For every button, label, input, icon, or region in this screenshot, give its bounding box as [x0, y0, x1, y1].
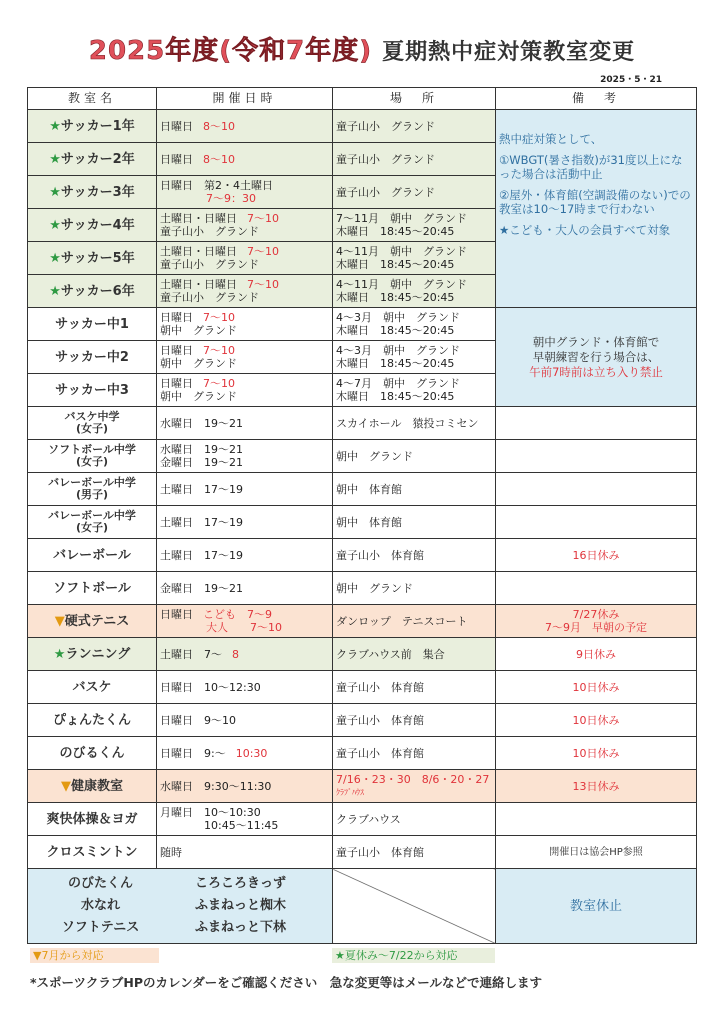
legend-summer: ★夏休み〜7/22から対応	[332, 948, 495, 963]
time-highlight: 7〜10	[203, 344, 235, 357]
early-practice-note	[496, 308, 697, 407]
time-cell	[157, 110, 333, 143]
time-highlight-2: 7〜9：30	[206, 192, 256, 205]
class-name-cell	[28, 836, 157, 869]
star-mark-icon: ★	[49, 217, 61, 233]
class-name-cell	[28, 671, 157, 704]
table-header-row	[28, 88, 697, 110]
time-line-2: 10:45〜11:45	[160, 819, 279, 832]
class-name: クロスミントン	[46, 844, 138, 860]
time-cell	[157, 671, 333, 704]
class-name-cell	[28, 638, 157, 671]
place-cell	[333, 242, 496, 275]
class-name: のびるくん	[59, 745, 125, 761]
time-highlight: こども 7〜9	[203, 608, 272, 621]
time-line	[160, 311, 329, 324]
time-line-2: 童子山小 グランド	[160, 291, 259, 304]
closed-class-left: ソフトテニス	[61, 920, 140, 935]
note-text: 16日休み	[572, 548, 620, 562]
table-row	[28, 572, 697, 605]
closed-class-left: 水なれ	[80, 898, 120, 913]
class-name-cell	[28, 506, 157, 539]
time-line-2: 朝中 グランド	[160, 357, 237, 370]
note-cell	[496, 638, 697, 671]
class-name-cell	[28, 539, 157, 572]
time-line	[160, 780, 329, 793]
heat-measures-note	[496, 110, 697, 308]
class-gender: (男子)	[75, 488, 109, 501]
place-line: 童子山小 体育館	[336, 845, 424, 859]
time-text: 土曜日・日曜日	[160, 212, 237, 225]
time-cell	[157, 275, 333, 308]
class-name: サッカー5年	[60, 250, 135, 266]
time-line	[160, 245, 329, 258]
star-mark-icon: ★	[49, 250, 61, 266]
note-text: 13日休み	[572, 779, 620, 793]
table-row	[28, 770, 697, 803]
place-cell	[333, 770, 496, 803]
time-highlight-2: 大人 7〜10	[206, 621, 282, 634]
early-note-line: 午前7時前は立ち入り禁止	[529, 364, 663, 379]
heat-note-line: ★こども・大人の会員すべて対象	[499, 223, 671, 237]
time-text: 随時	[160, 845, 182, 859]
closed-class-left: のびたくん	[67, 876, 133, 891]
class-name: サッカー3年	[60, 184, 135, 200]
table-row	[28, 440, 697, 473]
place-cell	[333, 110, 496, 143]
class-name-cell	[28, 473, 157, 506]
place-line-2: 木曜日 18:45〜20:45	[336, 390, 455, 403]
place-line: スカイホール 猿投コミセン	[336, 416, 479, 430]
diagonal-empty-cell	[333, 869, 496, 944]
time-line	[160, 120, 329, 133]
time-highlight: 8〜10	[203, 152, 235, 166]
class-name-cell	[28, 275, 157, 308]
time-line	[160, 806, 329, 819]
class-name-cell	[28, 143, 157, 176]
table-row	[28, 308, 697, 341]
place-line: 4〜3月 朝中 グランド	[336, 344, 460, 357]
time-cell	[157, 836, 333, 869]
class-name: バスケ中学	[64, 410, 120, 423]
triangle-mark-icon: ▼	[60, 778, 71, 794]
place-line: 朝中 グランド	[336, 449, 413, 463]
table-row	[28, 407, 697, 440]
class-gender: (女子)	[75, 455, 109, 468]
note-text: 10日休み	[572, 746, 620, 760]
footer-note: *スポーツクラブHPのカレンダーをご確認ください 急な変更等はメールなどで連絡します	[30, 975, 542, 990]
time-text: 土曜日・日曜日	[160, 278, 237, 291]
time-text: 日曜日	[160, 152, 193, 166]
heat-note-line: ②屋外・体育館(空調設備のない)での教室は10〜17時まで行わない	[499, 188, 691, 216]
note-text-2: 7〜9月 早朝の予定	[545, 621, 647, 634]
note-cell	[496, 539, 697, 572]
place-line: 朝中 グランド	[336, 581, 413, 595]
closed-row	[36, 917, 324, 939]
star-mark-icon: ★	[49, 184, 61, 200]
table-row	[28, 737, 697, 770]
note-text: 7/27休み	[572, 608, 620, 621]
class-name: ソフトボール中学	[48, 443, 136, 456]
class-name: サッカー中3	[55, 382, 129, 398]
place-line-2: 木曜日 18:45〜20:45	[336, 291, 455, 304]
time-cell	[157, 638, 333, 671]
time-line	[160, 417, 329, 430]
heat-note-line: ①WBGT(暑さ指数)が31度以上になった場合は活動中止	[499, 153, 683, 181]
time-line	[160, 582, 329, 595]
header-name: 教室名	[28, 88, 157, 110]
table-row	[28, 638, 697, 671]
header-place: 場 所	[333, 88, 496, 110]
place-line: 朝中 体育館	[336, 482, 402, 496]
header-time: 開催日時	[157, 88, 333, 110]
class-name-cell	[28, 242, 157, 275]
class-name-cell	[28, 704, 157, 737]
closed-class-right: ふまねっと椥木	[195, 898, 287, 913]
time-text: 土曜日 17〜19	[160, 482, 243, 496]
class-name-cell	[28, 572, 157, 605]
class-name-cell	[28, 308, 157, 341]
place-line: 7〜11月 朝中 グランド	[336, 212, 467, 225]
note-cell	[496, 506, 697, 539]
table-row	[28, 671, 697, 704]
closed-class-right: ふまねっと下林	[195, 920, 287, 935]
header-note: 備 考	[496, 88, 697, 110]
time-line	[160, 747, 329, 760]
place-line: 4〜11月 朝中 グランド	[336, 245, 467, 258]
time-text: 日曜日 第2・4土曜日	[160, 179, 273, 192]
time-cell	[157, 605, 333, 638]
issue-date: 2025・5・21	[600, 75, 662, 85]
place-cell	[333, 209, 496, 242]
time-highlight: 7〜10	[247, 278, 279, 291]
class-name-cell	[28, 803, 157, 836]
time-highlight: 7〜10	[247, 245, 279, 258]
note-cell	[496, 770, 697, 803]
place-cell	[333, 638, 496, 671]
time-line	[160, 648, 329, 661]
time-line	[160, 344, 329, 357]
time-line-2: 童子山小 グランド	[160, 258, 259, 271]
class-name: ぴょんたくん	[52, 712, 131, 728]
closed-row	[36, 895, 324, 917]
note-cell	[496, 671, 697, 704]
star-mark-icon: ★	[49, 118, 61, 134]
class-name-cell	[28, 605, 157, 638]
closed-class-right: ころころきっず	[195, 876, 287, 891]
place-cell	[333, 836, 496, 869]
time-text: 土曜日 17〜19	[160, 548, 243, 562]
class-name: 健康教室	[70, 778, 123, 794]
place-cell	[333, 308, 496, 341]
place-line: 童子山小 体育館	[336, 713, 424, 727]
place-cell	[333, 176, 496, 209]
place-cell	[333, 440, 496, 473]
star-mark-icon: ★	[49, 151, 61, 167]
note-cell	[496, 605, 697, 638]
class-name: バレーボール	[53, 547, 131, 563]
time-line	[160, 549, 329, 562]
star-mark-icon: ★	[49, 283, 61, 299]
class-gender: (女子)	[75, 521, 109, 534]
time-text: 日曜日 10〜12:30	[160, 680, 261, 694]
place-line: クラブハウス	[336, 812, 401, 826]
time-text: 水曜日 9:30〜11:30	[160, 779, 272, 793]
place-line: 4〜3月 朝中 グランド	[336, 311, 460, 324]
time-line	[160, 179, 329, 192]
class-name: サッカー6年	[60, 283, 135, 299]
time-text: 日曜日 9:〜	[160, 746, 226, 760]
time-cell	[157, 242, 333, 275]
time-highlight: 7〜10	[203, 311, 235, 324]
place-line: 4〜7月 朝中 グランド	[336, 377, 460, 390]
time-text: 日曜日	[160, 119, 193, 133]
time-text: 日曜日	[160, 377, 193, 390]
time-line	[160, 377, 329, 390]
time-cell	[157, 374, 333, 407]
note-cell	[496, 572, 697, 605]
class-name-cell	[28, 407, 157, 440]
time-line	[160, 153, 329, 166]
place-cell	[333, 671, 496, 704]
time-highlight: 10:30	[235, 746, 268, 760]
time-line	[160, 714, 329, 727]
time-text: 金曜日 19〜21	[160, 581, 243, 595]
early-note-line: 朝中グランド・体育館で	[532, 334, 660, 349]
time-cell	[157, 176, 333, 209]
schedule-table	[27, 87, 697, 944]
class-name-cell	[28, 440, 157, 473]
place-line: 4〜11月 朝中 グランド	[336, 278, 467, 291]
time-cell	[157, 704, 333, 737]
place-cell	[333, 605, 496, 638]
time-text: 土曜日 17〜19	[160, 515, 243, 529]
time-text: 日曜日	[160, 608, 193, 621]
place-line: 童子山小 体育館	[336, 680, 424, 694]
time-cell	[157, 308, 333, 341]
note-cell	[496, 737, 697, 770]
table-row	[28, 704, 697, 737]
table-row	[28, 803, 697, 836]
time-highlight: 8	[232, 647, 239, 661]
time-cell	[157, 440, 333, 473]
class-name-cell	[28, 374, 157, 407]
time-cell	[157, 737, 333, 770]
page-title	[0, 30, 724, 67]
heat-note-line: 熱中症対策として、	[499, 132, 603, 146]
place-cell	[333, 143, 496, 176]
place-line: 童子山小 体育館	[336, 746, 424, 760]
place-line: クラブハウス前 集合	[336, 647, 445, 661]
class-name-cell	[28, 209, 157, 242]
place-dates: 7/16・23・30 8/6・20・27	[336, 773, 490, 786]
place-cell	[333, 737, 496, 770]
time-cell	[157, 539, 333, 572]
note-cell	[496, 836, 697, 869]
time-line-2: 童子山小 グランド	[160, 225, 259, 238]
class-name: バスケ	[72, 679, 112, 695]
place-cell	[333, 539, 496, 572]
note-cell	[496, 704, 697, 737]
time-cell	[157, 407, 333, 440]
closed-classes-row	[28, 869, 697, 944]
place-cell	[333, 341, 496, 374]
table-row	[28, 836, 697, 869]
table-row	[28, 473, 697, 506]
class-name: 爽快体操＆ヨガ	[46, 811, 138, 827]
place-line: 童子山小 体育館	[336, 548, 424, 562]
time-text: 日曜日	[160, 344, 193, 357]
time-line	[160, 443, 329, 456]
place-line-2: 木曜日 18:45〜20:45	[336, 225, 455, 238]
time-text: 月曜日 10〜10:30	[160, 806, 261, 819]
legend-july: ▼7月から対応	[30, 948, 159, 963]
time-cell	[157, 803, 333, 836]
note-text: 開催日は協会HP参照	[549, 846, 643, 858]
place-line: 童子山小 グランド	[336, 152, 435, 166]
place-line: 童子山小 グランド	[336, 185, 435, 199]
place-cell	[333, 803, 496, 836]
note-text: 10日休み	[572, 680, 620, 694]
time-cell	[157, 506, 333, 539]
closed-note: 教室休止	[496, 869, 697, 944]
time-line	[160, 212, 329, 225]
time-line	[160, 278, 329, 291]
time-cell	[157, 770, 333, 803]
time-cell	[157, 143, 333, 176]
class-name: 硬式テニス	[64, 613, 130, 629]
closed-row	[36, 873, 324, 895]
class-name: バレーボール中学	[48, 476, 136, 489]
note-text: 10日休み	[572, 713, 620, 727]
time-line	[160, 516, 329, 529]
place-cell	[333, 506, 496, 539]
class-name-cell	[28, 110, 157, 143]
place-line-2: 木曜日 18:45〜20:45	[336, 258, 455, 271]
time-text: 土曜日・日曜日	[160, 245, 237, 258]
time-cell	[157, 341, 333, 374]
early-note-line: 早朝練習を行う場合は、	[532, 349, 660, 364]
triangle-mark-icon: ▼	[54, 613, 65, 629]
class-name: サッカー2年	[60, 151, 135, 167]
class-gender: (女子)	[75, 422, 109, 435]
place-cell	[333, 473, 496, 506]
time-text: 土曜日 7〜	[160, 647, 222, 661]
table-row	[28, 506, 697, 539]
note-text: 9日休み	[576, 647, 616, 661]
class-name: サッカー中1	[55, 316, 129, 332]
time-cell	[157, 572, 333, 605]
time-highlight: 7〜10	[203, 377, 235, 390]
class-name: サッカー4年	[60, 217, 135, 233]
place-cell	[333, 704, 496, 737]
place-cell	[333, 572, 496, 605]
note-cell	[496, 473, 697, 506]
time-cell	[157, 209, 333, 242]
time-line	[160, 846, 329, 859]
place-line: 童子山小 グランド	[336, 119, 435, 133]
class-name: サッカー1年	[60, 118, 135, 134]
place-cell	[333, 407, 496, 440]
time-highlight: 8〜10	[203, 119, 235, 133]
place-line-2: 木曜日 18:45〜20:45	[336, 324, 455, 337]
note-cell	[496, 803, 697, 836]
time-text: 日曜日 9〜10	[160, 713, 236, 727]
time-line-2: 朝中 グランド	[160, 390, 237, 403]
title-year: 2025年度(令和7年度)	[88, 36, 373, 66]
time-line	[160, 483, 329, 496]
table-row	[28, 539, 697, 572]
class-name: ソフトボール	[53, 580, 131, 596]
time-line	[160, 681, 329, 694]
time-text: 水曜日 19〜21	[160, 416, 243, 430]
place-clubhouse: ｸﾗﾌﾞﾊｳｽ	[336, 788, 364, 797]
time-line-2: 金曜日 19〜21	[160, 456, 243, 469]
time-text: 水曜日 19〜21	[160, 443, 243, 456]
class-name: バレーボール中学	[48, 509, 136, 522]
time-text: 日曜日	[160, 311, 193, 324]
place-line: ダンロップ テニスコート	[336, 614, 468, 628]
time-line	[160, 608, 329, 621]
class-name: ランニング	[65, 646, 131, 662]
time-cell	[157, 473, 333, 506]
place-cell	[333, 374, 496, 407]
place-line-2: 木曜日 18:45〜20:45	[336, 357, 455, 370]
note-cell	[496, 440, 697, 473]
table-row	[28, 605, 697, 638]
time-line-2: 朝中 グランド	[160, 324, 237, 337]
class-name-cell	[28, 341, 157, 374]
class-name-cell	[28, 176, 157, 209]
place-line: 朝中 体育館	[336, 515, 402, 529]
table-row	[28, 110, 697, 143]
star-mark-icon: ★	[53, 646, 66, 662]
closed-classes-list	[28, 869, 333, 944]
time-highlight: 7〜10	[247, 212, 279, 225]
place-cell	[333, 275, 496, 308]
note-cell	[496, 407, 697, 440]
class-name-cell	[28, 737, 157, 770]
class-name: サッカー中2	[55, 349, 129, 365]
class-name-cell	[28, 770, 157, 803]
title-main: 夏期熱中症対策教室変更	[382, 40, 636, 65]
